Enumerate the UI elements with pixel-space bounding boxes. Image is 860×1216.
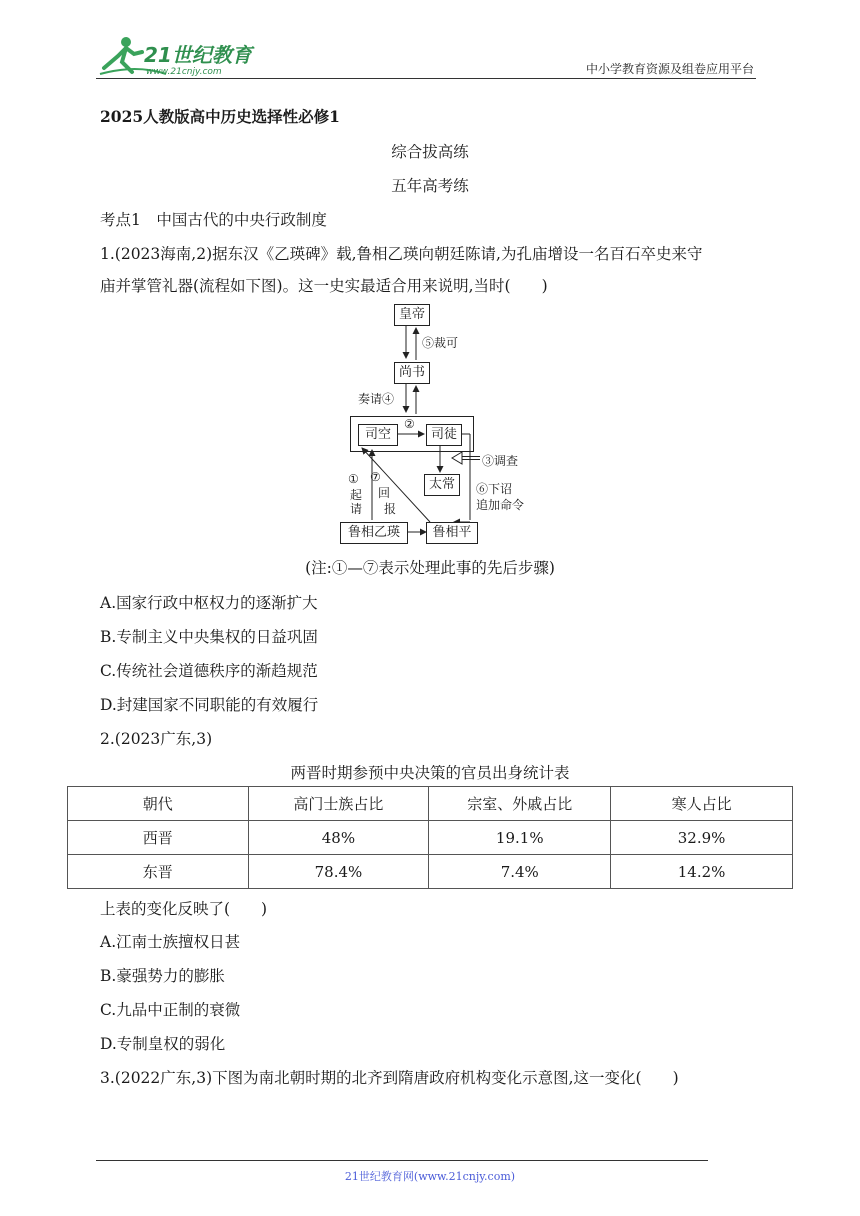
table-cell: 32.9% (611, 821, 793, 855)
header-divider (96, 78, 756, 79)
table-row (68, 855, 793, 889)
step6-label: ⑥下诏 (476, 482, 513, 496)
node-sikong: 司空 (358, 424, 398, 446)
table-cell: 78.4% (248, 855, 429, 889)
q2-option-c[interactable]: C.九品中正制的衰微 (100, 1001, 241, 1019)
q2-option-b[interactable]: B.豪强势力的膨胀 (100, 967, 225, 985)
table-header-cell: 高门士族占比 (248, 787, 429, 821)
table-cell: 19.1% (429, 821, 611, 855)
q2-option-a[interactable]: A.江南士族擅权日甚 (100, 933, 241, 951)
subject-title: 2025人教版高中历史选择性必修1 (100, 107, 340, 126)
table-cell: 48% (248, 821, 429, 855)
table-header-cell: 宗室、外戚占比 (429, 787, 611, 821)
footer-link[interactable]: 21世纪教育网(www.21cnjy.com) (344, 1170, 516, 1183)
exercise-title: 综合拔高练 (391, 143, 469, 161)
step7-label-2: 回 (378, 486, 391, 500)
step7-label-3: 报 (384, 502, 397, 516)
q1-option-b[interactable]: B.专制主义中央集权的日益巩固 (100, 628, 318, 646)
logo-text: 21世纪教育 (144, 43, 252, 67)
table-cell: 西晋 (68, 821, 249, 855)
step4-label: 奏请④ (358, 392, 395, 406)
step2-label: ② (404, 417, 415, 431)
table-header-cell: 朝代 (68, 787, 249, 821)
exercise-subtitle: 五年高考练 (391, 177, 469, 195)
table-row (68, 821, 793, 855)
node-emperor: 皇帝 (394, 304, 430, 326)
q2-stat-table (67, 786, 793, 889)
q1-option-d[interactable]: D.封建国家不同职能的有效履行 (100, 696, 319, 714)
step7-label: ⑦ (370, 470, 381, 484)
table-header-row (68, 787, 793, 821)
q1-diagram-note: (注:①—⑦表示处理此事的先后步骤) (305, 559, 555, 577)
step1-label-2: 起 (350, 488, 363, 502)
step5-label: ⑤裁可 (422, 336, 459, 350)
q1-flow-diagram (330, 300, 530, 550)
q2-option-d[interactable]: D.专制皇权的弱化 (100, 1035, 226, 1053)
footer-divider (96, 1160, 708, 1161)
q1-option-a[interactable]: A.国家行政中枢权力的逐渐扩大 (100, 594, 318, 612)
q1-stem-line2: 庙并掌管礼器(流程如下图)。这一史实最适合用来说明,当时( ) (100, 277, 548, 295)
table-cell: 7.4% (429, 855, 611, 889)
q2-question: 上表的变化反映了( ) (100, 900, 268, 918)
step6-label-2: 追加命令 (476, 498, 525, 512)
table-cell: 14.2% (611, 855, 793, 889)
q2-stem: 2.(2023广东,3) (100, 730, 213, 748)
node-luxiangping: 鲁相平 (426, 522, 478, 544)
q1-stem-line1: 1.(2023海南,2)据东汉《乙瑛碑》载,鲁相乙瑛向朝廷陈请,为孔庙增设一名百石卒史来守 (100, 245, 703, 263)
q2-table-title: 两晋时期参预中央决策的官员出身统计表 (290, 764, 570, 782)
q3-stem: 3.(2022广东,3)下图为南北朝时期的北齐到隋唐政府机构变化示意图,这一变化( ) (100, 1069, 679, 1087)
table-cell: 东晋 (68, 855, 249, 889)
node-yiying: 鲁相乙瑛 (340, 522, 408, 544)
q1-option-c[interactable]: C.传统社会道德秩序的渐趋规范 (100, 662, 318, 680)
node-situ: 司徒 (426, 424, 462, 446)
platform-name: 中小学教育资源及组卷应用平台 (585, 62, 754, 76)
step3-label: ③调查 (482, 454, 519, 468)
step1-label-3: 请 (350, 502, 363, 516)
site-logo (96, 34, 256, 78)
table-header-cell: 寒人占比 (611, 787, 793, 821)
section-heading: 考点1 中国古代的中央行政制度 (100, 211, 327, 229)
node-shangshu: 尚书 (394, 362, 430, 384)
node-taichang: 太常 (424, 474, 460, 496)
logo-url: www.21cnjy.com (146, 67, 222, 77)
step1-label: ① (348, 472, 359, 486)
